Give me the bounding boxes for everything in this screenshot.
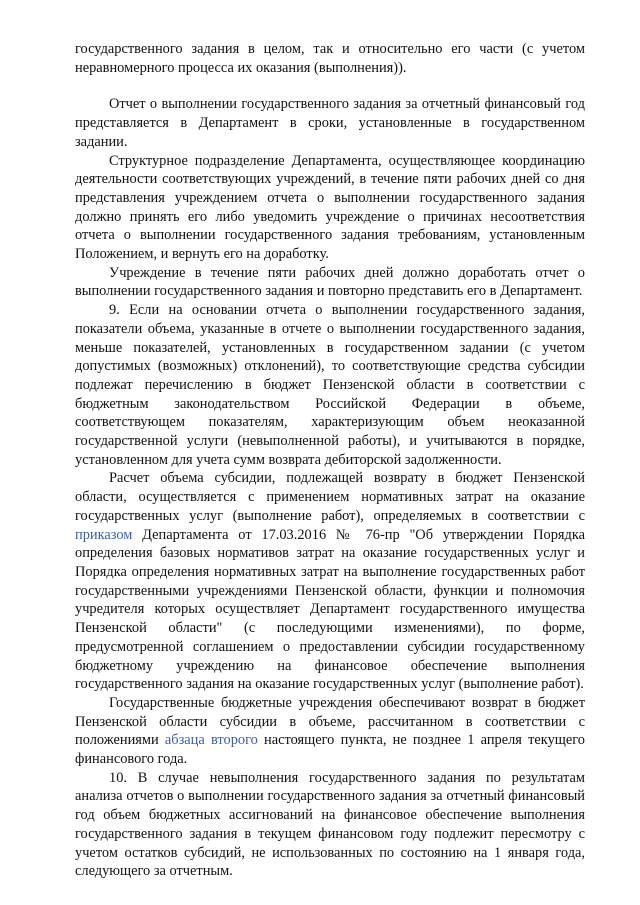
paragraph-structural-unit: Структурное подразделение Департамента, осуществляющее координацию деятельности соответствующих учреждений, в течение пяти рабочих дней со дня представления учреждением отчета о выполнении государственного задания должно принять его либо уведомить учреждение о причинах несоответствия отчета о выполнении государственного задания требованиям, установленным Положением, и вернуть его на доработку. — [75, 152, 585, 263]
paragraph-return-obligation-text-b: настоящего пункта, не позднее 1 апреля текущего финансового года. — [75, 732, 586, 768]
paragraph-revision: Учреждение в течение пяти рабочих дней должно доработать отчет о выполнении государственного задания и повторно представить его в Департамент. — [75, 264, 585, 300]
paragraph-item-10: 10. В случае невыполнения государственного задания по результатам анализа отчетов о выполнении государственного задания за отчетный финансовый год объем бюджетных ассигнований на финансовое обеспечение выполнения государственного задания в текущем финансовом году подлежит пересмотру с учетом остатков субсидий, не использованных по состоянию на 1 января года, следующего за отчетным. — [75, 769, 585, 880]
paragraph-subsidy-calculation — [75, 469, 585, 693]
paragraph-continuation: государственного задания в целом, так и относительно его части (с учетом неравномерного процесса их оказания (выполнения)). — [75, 41, 585, 76]
paragraph-return-obligation — [75, 694, 585, 769]
second-paragraph-link[interactable]: абзаца второго — [164, 732, 258, 749]
order-link[interactable]: приказом — [75, 526, 133, 543]
paragraph-subsidy-calculation-text-a: Расчет объема субсидии, подлежащей возврату в бюджет Пензенской области, осуществляется с применением нормативных затрат на оказание государственных услуг (выполнение работ), определяемых в соответствии с — [75, 470, 585, 524]
paragraph-return-obligation-text-a: Государственные бюджетные учреждения обеспечивают возврат в бюджет Пензенской области субсидии в объеме, рассчитанном в соответствии с положениями — [75, 694, 585, 749]
paragraph-item-9: 9. Если на основании отчета о выполнении государственного задания, показатели объема, указанные в отчете о выполнении государственного задания, меньше показателей, установленных в государственном задании (с учетом допустимых (возможных) отклонений), то соответствующие средства субсидии подлежат перечислению в бюджет Пензенской области в соответствии с бюджетным законодательством Российской Федерации в объеме, соответствующем показателям, характеризующим объем неоказанной государственной услуги (невыполненной работы), и учитываются в порядке, установленном для учета сумм возврата дебиторской задолженности. — [75, 302, 585, 468]
paragraph-subsidy-calculation-text-b: Департамента от 17.03.2016 № 76-пр "Об утверждении Порядка определения базовых нормативов затрат на оказание государственных услуг и Порядка определения нормативных затрат на выполнение государственных работ государственными учреждениями Пензенской области, функции и полномочия учредителя которых осуществляет Департамент государственного имущества Пензенской области" (с последующими изменениями), по форме, предусмотренной соглашением о предоставлении субсидии государственному бюджетному учреждению на финансовое обеспечение выполнения государственного задания на оказание государственных услуг (выполнение работ). — [75, 526, 585, 693]
paragraph-report-deadline: Отчет о выполнении государственного задания за отчетный финансовый год представляется в Департамент в сроки, установленные в государственном задании. — [75, 96, 585, 150]
